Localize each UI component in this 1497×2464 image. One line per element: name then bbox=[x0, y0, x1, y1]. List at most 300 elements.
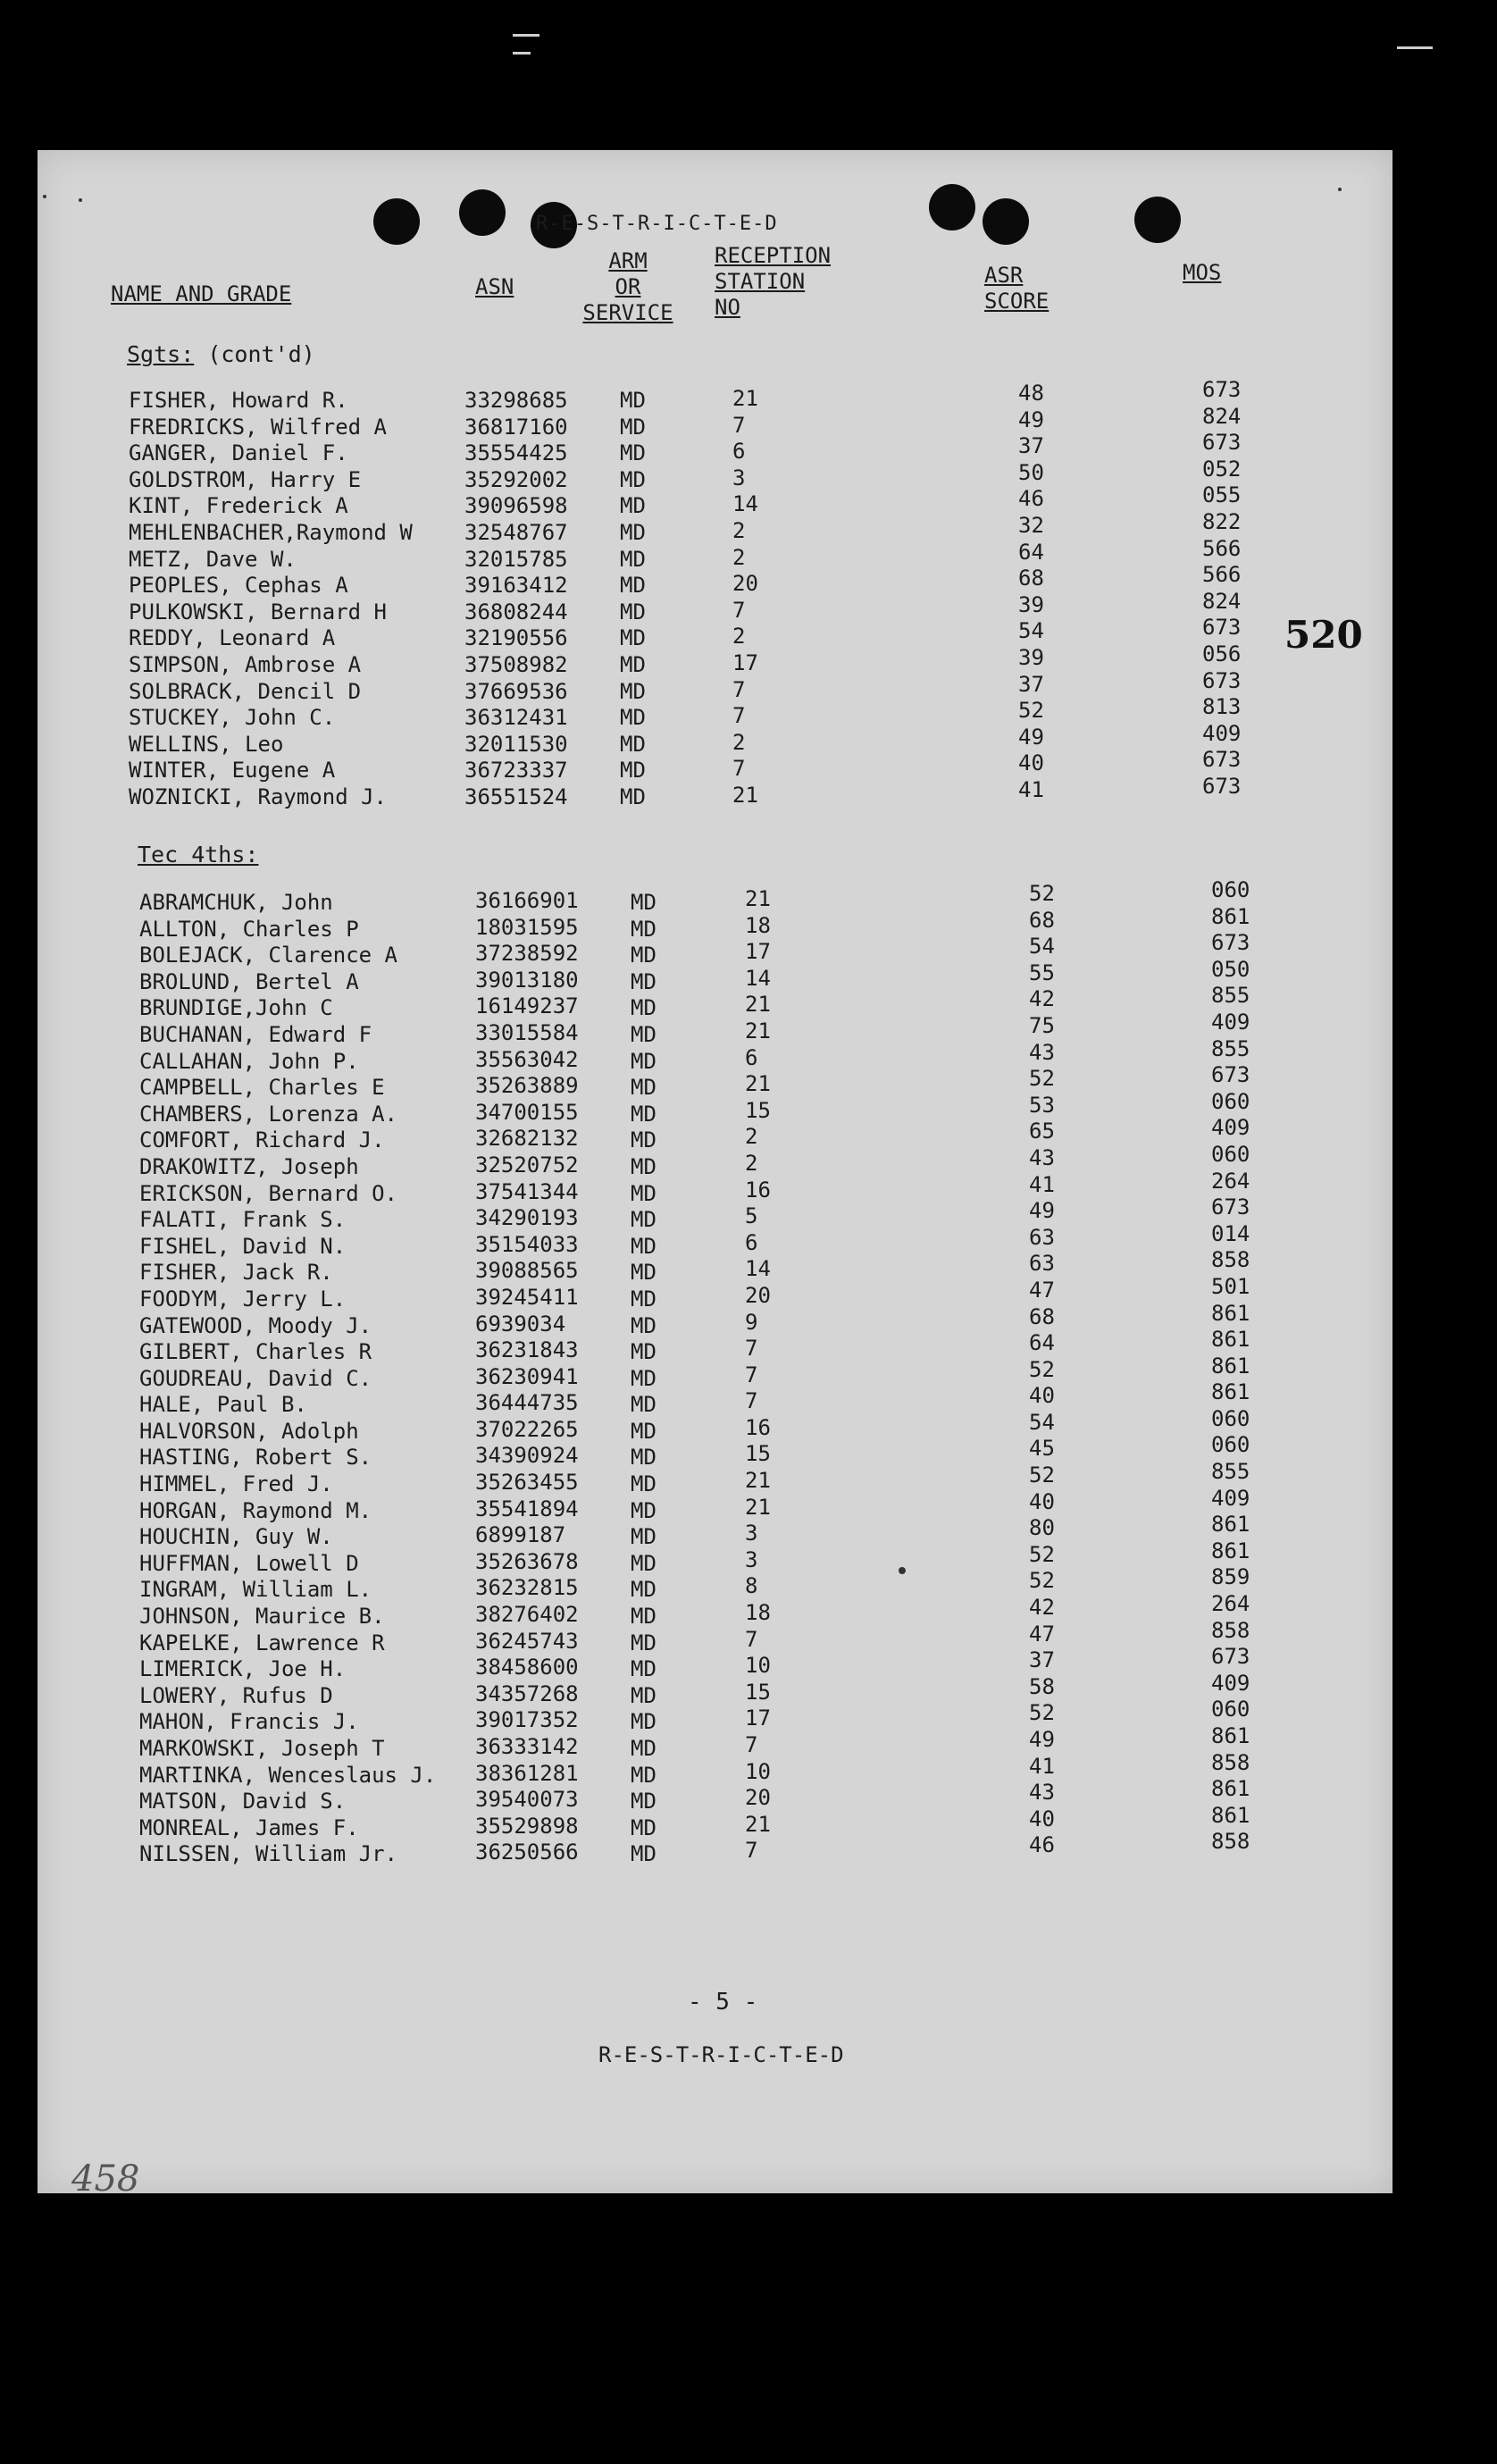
cell-score: 68 bbox=[1029, 1303, 1055, 1329]
sgts-mos-column bbox=[1202, 377, 1241, 800]
cell-score: 52 bbox=[1029, 1541, 1055, 1567]
cell-asn: 18031595 bbox=[475, 914, 579, 940]
cell-score: 45 bbox=[1029, 1436, 1055, 1462]
cell-score: 40 bbox=[1018, 750, 1044, 776]
cell-station: 15 bbox=[745, 1441, 771, 1467]
cell-station: 15 bbox=[745, 1097, 771, 1123]
cell-asn: 39163412 bbox=[464, 573, 568, 599]
cell-mos: 264 bbox=[1211, 1168, 1250, 1194]
cell-score: 65 bbox=[1029, 1119, 1055, 1144]
cell-name: WOZNICKI, Raymond J. bbox=[129, 784, 387, 809]
cell-station: 14 bbox=[745, 965, 771, 991]
cell-name: HUFFMAN, Lowell D bbox=[139, 1550, 359, 1576]
cell-asn: 36166901 bbox=[475, 888, 579, 913]
cell-score: 49 bbox=[1029, 1727, 1055, 1752]
cell-score: 40 bbox=[1029, 1383, 1055, 1409]
cell-score: 75 bbox=[1029, 1012, 1055, 1038]
cell-mos: 264 bbox=[1211, 1591, 1250, 1617]
cell-asn: 35263455 bbox=[475, 1470, 579, 1496]
cell-arm: MD bbox=[631, 1577, 657, 1603]
cell-arm: MD bbox=[631, 916, 657, 942]
section-title-sgts-label: Sgts: bbox=[127, 341, 195, 367]
cell-score: 48 bbox=[1018, 381, 1044, 406]
cell-station: 7 bbox=[732, 597, 746, 623]
cell-mos: 861 bbox=[1211, 903, 1250, 929]
cell-asn: 32190556 bbox=[464, 625, 568, 651]
punch-hole bbox=[1134, 197, 1181, 243]
cell-station: 21 bbox=[745, 1018, 771, 1043]
cell-asn: 39096598 bbox=[464, 493, 568, 519]
cell-score: 49 bbox=[1029, 1198, 1055, 1224]
cell-mos: 859 bbox=[1211, 1564, 1250, 1590]
cell-asn: 36817160 bbox=[464, 414, 568, 440]
cell-name: BRUNDIGE,John C bbox=[139, 995, 333, 1021]
cell-mos: 566 bbox=[1202, 562, 1242, 588]
cell-mos: 409 bbox=[1211, 1485, 1250, 1511]
cell-mos: 858 bbox=[1211, 1617, 1250, 1643]
cell-mos: 409 bbox=[1202, 720, 1242, 746]
cell-mos: 060 bbox=[1211, 1432, 1250, 1458]
cell-score: 42 bbox=[1029, 1595, 1055, 1621]
cell-name: ERICKSON, Bernard O. bbox=[139, 1180, 397, 1206]
cell-arm: MD bbox=[631, 1656, 657, 1682]
cell-score: 55 bbox=[1029, 960, 1055, 985]
header-asr-score bbox=[984, 263, 1074, 314]
cell-station: 8 bbox=[745, 1573, 758, 1599]
cell-score: 46 bbox=[1018, 486, 1044, 512]
cell-station: 2 bbox=[732, 544, 746, 570]
cell-asn: 36333142 bbox=[475, 1734, 579, 1759]
cell-score: 41 bbox=[1029, 1171, 1055, 1197]
cell-mos: 673 bbox=[1202, 773, 1242, 799]
cell-name: MEHLENBACHER,Raymond W bbox=[129, 519, 413, 545]
cell-score: 53 bbox=[1029, 1092, 1055, 1118]
cell-name: HOUCHIN, Guy W. bbox=[139, 1524, 333, 1550]
cell-asn: 37541344 bbox=[475, 1178, 579, 1204]
punch-hole bbox=[459, 189, 506, 236]
cell-arm: MD bbox=[631, 1550, 657, 1576]
cell-asn: 35292002 bbox=[464, 466, 568, 492]
cell-station: 7 bbox=[745, 1732, 758, 1757]
cell-asn: 35154033 bbox=[475, 1231, 579, 1257]
cell-name: METZ, Dave W. bbox=[129, 546, 297, 572]
cell-mos: 861 bbox=[1211, 1776, 1250, 1802]
cell-asn: 38276402 bbox=[475, 1602, 579, 1628]
cell-asn: 36232815 bbox=[475, 1575, 579, 1601]
cell-station: 17 bbox=[745, 939, 771, 965]
document-page bbox=[38, 150, 1392, 2200]
header-arm-or-service bbox=[575, 248, 681, 326]
cell-station: 7 bbox=[745, 1838, 758, 1864]
cell-arm: MD bbox=[631, 1709, 657, 1735]
cell-arm: MD bbox=[631, 1101, 657, 1127]
cell-station: 6 bbox=[745, 1044, 758, 1070]
cell-asn: 36723337 bbox=[464, 758, 568, 784]
handwritten-number: 458 bbox=[71, 2158, 140, 2200]
cell-asn: 16149237 bbox=[475, 993, 579, 1019]
cell-asn: 37508982 bbox=[464, 651, 568, 677]
cell-mos: 052 bbox=[1202, 456, 1242, 482]
cell-arm: MD bbox=[631, 1841, 657, 1867]
speck bbox=[79, 198, 82, 202]
cell-score: 40 bbox=[1029, 1806, 1055, 1831]
cell-name: COMFORT, Richard J. bbox=[139, 1127, 385, 1153]
cell-arm: MD bbox=[631, 1075, 657, 1101]
cell-mos: 861 bbox=[1211, 1802, 1250, 1828]
restricted-footer: R-E-S-T-R-I-C-T-E-D bbox=[598, 2042, 844, 2067]
cell-arm: MD bbox=[631, 1127, 657, 1153]
cell-mos: 056 bbox=[1202, 641, 1242, 666]
cell-mos: 673 bbox=[1211, 1194, 1250, 1220]
cell-asn: 36245743 bbox=[475, 1628, 579, 1654]
header-reception-station-no-text: RECEPTION STATION NO bbox=[715, 243, 832, 320]
cell-arm: MD bbox=[620, 784, 646, 809]
cell-arm: MD bbox=[631, 968, 657, 994]
cell-name: GATEWOOD, Moody J. bbox=[139, 1312, 372, 1338]
cell-asn: 36231843 bbox=[475, 1337, 579, 1363]
cell-asn: 35263889 bbox=[475, 1073, 579, 1099]
cell-name: JOHNSON, Maurice B. bbox=[139, 1604, 385, 1630]
cell-arm: MD bbox=[620, 546, 646, 572]
cell-mos: 060 bbox=[1211, 1405, 1250, 1431]
cell-name: GILBERT, Charles R bbox=[139, 1339, 372, 1365]
header-arm-or-service-text: ARM OR SERVICE bbox=[582, 248, 673, 325]
cell-score: 54 bbox=[1029, 934, 1055, 960]
cell-asn: 37022265 bbox=[475, 1416, 579, 1442]
cell-station: 3 bbox=[745, 1521, 758, 1546]
cell-name: PULKOWSKI, Bernard H bbox=[129, 599, 387, 624]
cell-station: 10 bbox=[745, 1758, 771, 1784]
cell-mos: 050 bbox=[1211, 956, 1250, 982]
cell-score: 52 bbox=[1018, 698, 1044, 724]
cell-asn: 39017352 bbox=[475, 1707, 579, 1733]
cell-arm: MD bbox=[620, 388, 646, 413]
header-name-and-grade: NAME AND GRADE bbox=[111, 281, 292, 306]
sgts-arm-column bbox=[620, 388, 646, 811]
cell-asn: 32015785 bbox=[464, 546, 568, 572]
cell-name: HALE, Paul B. bbox=[139, 1392, 307, 1418]
cell-name: MATSON, David S. bbox=[139, 1789, 347, 1814]
cell-asn: 38458600 bbox=[475, 1655, 579, 1680]
cell-name: NILSSEN, William Jr. bbox=[139, 1841, 397, 1867]
cell-station: 21 bbox=[745, 1468, 771, 1494]
punch-hole bbox=[929, 184, 975, 230]
cell-asn: 33015584 bbox=[475, 1019, 579, 1045]
cell-mos: 861 bbox=[1211, 1379, 1250, 1405]
cell-arm: MD bbox=[631, 1445, 657, 1471]
cell-score: 42 bbox=[1029, 986, 1055, 1012]
cell-score: 43 bbox=[1029, 1039, 1055, 1065]
cell-station: 21 bbox=[745, 1071, 771, 1097]
cell-name: KAPELKE, Lawrence R bbox=[139, 1630, 385, 1655]
cell-mos: 014 bbox=[1211, 1220, 1250, 1246]
cell-station: 6 bbox=[732, 439, 746, 465]
speck bbox=[1338, 188, 1342, 191]
cell-name: FALATI, Frank S. bbox=[139, 1207, 347, 1233]
cell-arm: MD bbox=[620, 493, 646, 519]
sgts-score-column bbox=[1018, 381, 1044, 804]
cell-asn: 32520752 bbox=[475, 1152, 579, 1178]
cell-arm: MD bbox=[620, 440, 646, 466]
cell-station: 5 bbox=[745, 1203, 758, 1229]
cell-asn: 32548767 bbox=[464, 519, 568, 545]
cell-name: KINT, Frederick A bbox=[129, 493, 348, 519]
header-asn: ASN bbox=[475, 274, 514, 299]
cell-station: 21 bbox=[745, 886, 771, 911]
cell-name: CALLAHAN, John P. bbox=[139, 1048, 359, 1074]
cell-name: CHAMBERS, Lorenza A. bbox=[139, 1101, 397, 1127]
punch-hole bbox=[983, 198, 1029, 245]
cell-asn: 35554425 bbox=[464, 440, 568, 466]
cell-station: 7 bbox=[745, 1336, 758, 1362]
cell-score: 54 bbox=[1029, 1409, 1055, 1435]
tec4ths-asn-column bbox=[475, 888, 579, 1866]
cell-name: BOLEJACK, Clarence A bbox=[139, 943, 397, 968]
cell-mos: 855 bbox=[1211, 983, 1250, 1009]
cell-asn: 36312431 bbox=[464, 705, 568, 731]
cell-station: 21 bbox=[745, 1494, 771, 1520]
cell-score: 80 bbox=[1029, 1515, 1055, 1541]
cell-arm: MD bbox=[631, 1260, 657, 1286]
cell-mos: 501 bbox=[1211, 1273, 1250, 1299]
cell-station: 2 bbox=[745, 1124, 758, 1150]
cell-arm: MD bbox=[631, 1524, 657, 1550]
cell-station: 17 bbox=[745, 1706, 771, 1731]
cell-score: 41 bbox=[1018, 776, 1044, 802]
tec4ths-mos-column bbox=[1211, 877, 1250, 1856]
cell-station: 16 bbox=[745, 1414, 771, 1440]
cell-mos: 861 bbox=[1211, 1300, 1250, 1326]
cell-arm: MD bbox=[631, 890, 657, 915]
cell-station: 21 bbox=[745, 992, 771, 1018]
cell-mos: 861 bbox=[1211, 1538, 1250, 1563]
cell-mos: 673 bbox=[1202, 747, 1242, 773]
cell-station: 7 bbox=[732, 703, 746, 729]
cell-arm: MD bbox=[631, 995, 657, 1021]
cell-asn: 33298685 bbox=[464, 388, 568, 413]
cell-asn: 39013180 bbox=[475, 967, 579, 993]
cell-asn: 34290193 bbox=[475, 1205, 579, 1231]
cell-name: GANGER, Daniel F. bbox=[129, 440, 348, 466]
cell-arm: MD bbox=[620, 731, 646, 757]
cell-asn: 36230941 bbox=[475, 1363, 579, 1389]
cell-mos: 673 bbox=[1202, 615, 1242, 641]
cell-station: 3 bbox=[732, 465, 746, 490]
cell-score: 39 bbox=[1018, 644, 1044, 670]
cell-arm: MD bbox=[631, 1339, 657, 1365]
header-reception-station-no bbox=[715, 243, 849, 321]
cell-arm: MD bbox=[631, 1762, 657, 1788]
cell-arm: MD bbox=[631, 1630, 657, 1655]
cell-mos: 855 bbox=[1211, 1459, 1250, 1485]
section-title-tec4ths bbox=[138, 842, 258, 867]
cell-mos: 060 bbox=[1211, 1088, 1250, 1114]
cell-mos: 055 bbox=[1202, 482, 1242, 508]
cell-mos: 409 bbox=[1211, 1670, 1250, 1696]
cell-station: 14 bbox=[745, 1256, 771, 1282]
cell-mos: 673 bbox=[1202, 430, 1242, 456]
cell-name: CAMPBELL, Charles E bbox=[139, 1075, 385, 1101]
cell-asn: 38361281 bbox=[475, 1760, 579, 1786]
cell-name: FOODYM, Jerry L. bbox=[139, 1286, 347, 1312]
cell-station: 2 bbox=[732, 517, 746, 543]
section-title-tec4ths-label: Tec 4ths: bbox=[138, 842, 259, 867]
cell-score: 49 bbox=[1018, 406, 1044, 432]
cell-arm: MD bbox=[631, 1682, 657, 1708]
cell-score: 52 bbox=[1029, 1462, 1055, 1488]
cell-arm: MD bbox=[631, 1365, 657, 1391]
film-edge-mark bbox=[513, 52, 531, 54]
cell-arm: MD bbox=[631, 1814, 657, 1840]
cell-name: INGRAM, William L. bbox=[139, 1577, 372, 1603]
film-edge-mark bbox=[513, 34, 539, 37]
cell-mos: 673 bbox=[1202, 667, 1242, 693]
cell-asn: 6939034 bbox=[475, 1311, 566, 1337]
tec4ths-arm-column bbox=[631, 890, 657, 1868]
cell-mos: 824 bbox=[1202, 403, 1242, 429]
cell-arm: MD bbox=[631, 1021, 657, 1047]
cell-station: 21 bbox=[732, 782, 758, 808]
cell-station: 21 bbox=[732, 386, 758, 411]
cell-mos: 060 bbox=[1211, 877, 1250, 902]
cell-arm: MD bbox=[620, 466, 646, 492]
cell-station: 7 bbox=[732, 412, 746, 438]
cell-mos: 822 bbox=[1202, 508, 1242, 534]
cell-asn: 36808244 bbox=[464, 599, 568, 624]
cell-asn: 32682132 bbox=[475, 1126, 579, 1152]
cell-station: 15 bbox=[745, 1679, 771, 1705]
cell-mos: 409 bbox=[1211, 1115, 1250, 1141]
cell-asn: 6899187 bbox=[475, 1522, 566, 1548]
cell-arm: MD bbox=[620, 573, 646, 599]
cell-score: 52 bbox=[1029, 1568, 1055, 1594]
cell-arm: MD bbox=[631, 1048, 657, 1074]
cell-asn: 34357268 bbox=[475, 1680, 579, 1706]
sgts-station-column bbox=[732, 386, 758, 809]
cell-arm: MD bbox=[620, 758, 646, 784]
cell-station: 20 bbox=[745, 1785, 771, 1811]
cell-score: 64 bbox=[1018, 539, 1044, 565]
punch-hole bbox=[373, 198, 420, 245]
cell-station: 9 bbox=[745, 1309, 758, 1335]
cell-mos: 861 bbox=[1211, 1512, 1250, 1538]
cell-name: HASTING, Robert S. bbox=[139, 1445, 372, 1471]
cell-name: ALLTON, Charles P bbox=[139, 916, 359, 942]
cell-station: 21 bbox=[745, 1811, 771, 1837]
cell-score: 37 bbox=[1018, 433, 1044, 459]
cell-name: LOWERY, Rufus D bbox=[139, 1682, 333, 1708]
cell-score: 63 bbox=[1029, 1251, 1055, 1277]
cell-asn: 36250566 bbox=[475, 1840, 579, 1865]
cell-asn: 37669536 bbox=[464, 678, 568, 704]
cell-station: 7 bbox=[745, 1388, 758, 1414]
cell-name: LIMERICK, Joe H. bbox=[139, 1656, 347, 1682]
cell-mos: 673 bbox=[1211, 930, 1250, 956]
cell-arm: MD bbox=[631, 943, 657, 968]
cell-name: FREDRICKS, Wilfred A bbox=[129, 414, 387, 440]
cell-name: WELLINS, Leo bbox=[129, 731, 284, 757]
tec4ths-name-column bbox=[139, 890, 436, 1868]
cell-mos: 861 bbox=[1211, 1723, 1250, 1748]
cell-station: 20 bbox=[745, 1282, 771, 1308]
cell-arm: MD bbox=[631, 1418, 657, 1444]
cell-mos: 858 bbox=[1211, 1749, 1250, 1775]
cell-score: 58 bbox=[1029, 1673, 1055, 1699]
restricted-header: R-E-S-T-R-I-C-T-E-D bbox=[536, 213, 778, 235]
cell-mos: 673 bbox=[1211, 1062, 1250, 1088]
cell-arm: MD bbox=[620, 519, 646, 545]
section-title-sgts-suffix: (cont'd) bbox=[194, 341, 315, 367]
page-stamp-number: 520 bbox=[1284, 613, 1363, 657]
cell-station: 7 bbox=[732, 676, 746, 702]
header-asr-score-text: ASR SCORE bbox=[984, 263, 1050, 314]
cell-arm: MD bbox=[631, 1153, 657, 1179]
cell-score: 52 bbox=[1029, 1066, 1055, 1092]
section-title-sgts bbox=[127, 341, 315, 367]
cell-score: 46 bbox=[1029, 1832, 1055, 1858]
cell-station: 17 bbox=[732, 650, 758, 675]
cell-arm: MD bbox=[620, 625, 646, 651]
cell-station: 16 bbox=[745, 1177, 771, 1203]
cell-asn: 35263678 bbox=[475, 1548, 579, 1574]
cell-score: 63 bbox=[1029, 1224, 1055, 1250]
speck bbox=[899, 1567, 906, 1574]
cell-score: 47 bbox=[1029, 1621, 1055, 1647]
cell-arm: MD bbox=[631, 1471, 657, 1497]
cell-arm: MD bbox=[631, 1180, 657, 1206]
cell-arm: MD bbox=[631, 1286, 657, 1312]
cell-mos: 060 bbox=[1211, 1697, 1250, 1722]
cell-name: DRAKOWITZ, Joseph bbox=[139, 1153, 359, 1179]
header-mos: MOS bbox=[1183, 260, 1222, 285]
cell-score: 52 bbox=[1029, 1700, 1055, 1726]
cell-arm: MD bbox=[620, 678, 646, 704]
cell-station: 7 bbox=[745, 1626, 758, 1652]
cell-mos: 673 bbox=[1211, 1644, 1250, 1670]
cell-mos: 858 bbox=[1211, 1247, 1250, 1273]
cell-name: GOUDREAU, David C. bbox=[139, 1365, 372, 1391]
cell-score: 43 bbox=[1029, 1780, 1055, 1806]
cell-station: 2 bbox=[732, 624, 746, 650]
tec4ths-station-column bbox=[745, 886, 771, 1865]
cell-arm: MD bbox=[631, 1392, 657, 1418]
cell-asn: 34700155 bbox=[475, 1099, 579, 1125]
cell-station: 2 bbox=[745, 1150, 758, 1176]
cell-arm: MD bbox=[631, 1497, 657, 1523]
cell-station: 2 bbox=[732, 729, 746, 755]
cell-name: BUCHANAN, Edward F bbox=[139, 1021, 372, 1047]
cell-mos: 861 bbox=[1211, 1327, 1250, 1353]
cell-mos: 409 bbox=[1211, 1009, 1250, 1035]
cell-name: SIMPSON, Ambrose A bbox=[129, 651, 362, 677]
cell-score: 37 bbox=[1029, 1647, 1055, 1673]
cell-asn: 39088565 bbox=[475, 1258, 579, 1284]
cell-mos: 566 bbox=[1202, 535, 1242, 561]
cell-score: 47 bbox=[1029, 1277, 1055, 1303]
cell-name: WINTER, Eugene A bbox=[129, 758, 336, 784]
cell-arm: MD bbox=[631, 1789, 657, 1814]
cell-station: 3 bbox=[745, 1546, 758, 1572]
cell-name: STUCKEY, John C. bbox=[129, 705, 336, 731]
cell-asn: 35529898 bbox=[475, 1813, 579, 1839]
cell-name: FISHER, Jack R. bbox=[139, 1260, 333, 1286]
cell-mos: 858 bbox=[1211, 1829, 1250, 1855]
cell-arm: MD bbox=[631, 1604, 657, 1630]
cell-station: 7 bbox=[745, 1362, 758, 1387]
cell-score: 43 bbox=[1029, 1144, 1055, 1170]
cell-name: ABRAMCHUK, John bbox=[139, 890, 333, 915]
sgts-asn-column bbox=[464, 388, 568, 811]
